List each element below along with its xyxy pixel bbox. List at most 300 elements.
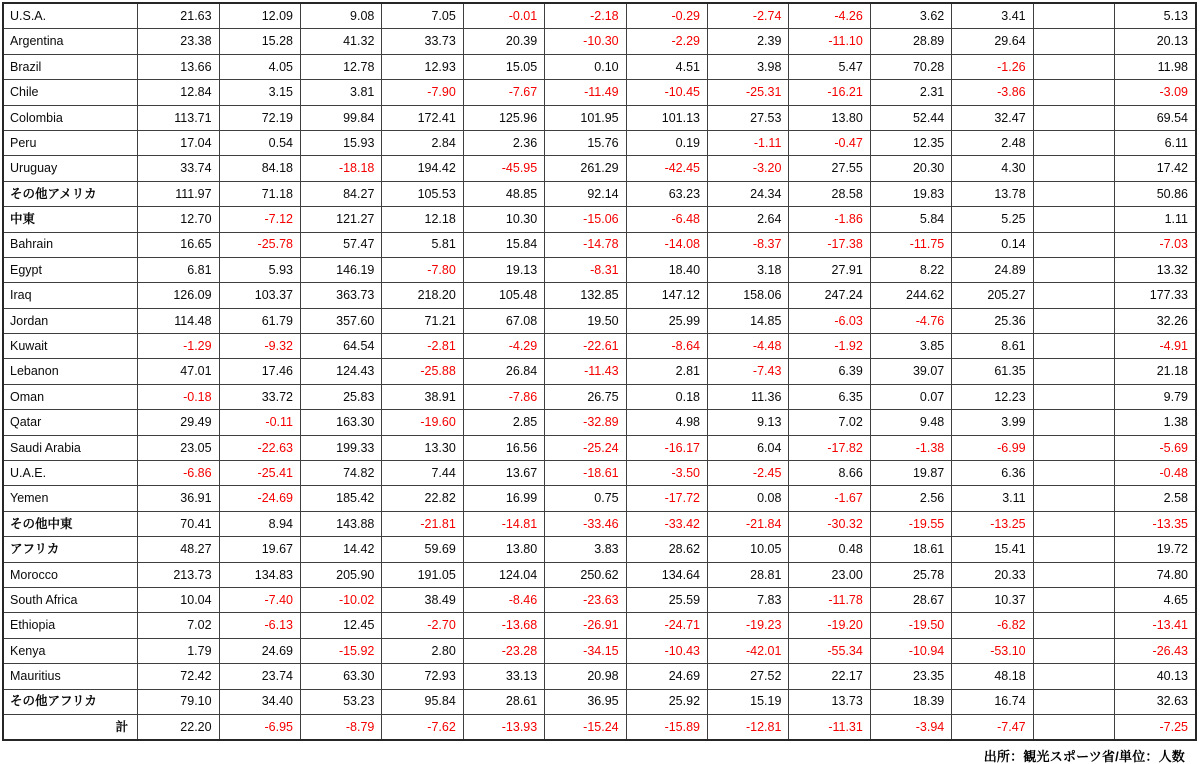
- table-row: [3, 29, 1196, 54]
- value-cell: -55.34: [789, 638, 870, 663]
- value-cell: 25.83: [300, 384, 381, 409]
- row-label-cell: Brazil: [3, 54, 138, 79]
- value-cell: 199.33: [300, 435, 381, 460]
- table-row: [3, 664, 1196, 689]
- value-cell: -0.11: [219, 410, 300, 435]
- row-label-cell: Mauritius: [3, 664, 138, 689]
- row-label-cell: アフリカ: [3, 537, 138, 562]
- value-cell: 20.98: [545, 664, 626, 689]
- value-cell: -4.48: [708, 334, 789, 359]
- value-cell: -6.03: [789, 308, 870, 333]
- value-cell: 177.33: [1115, 283, 1196, 308]
- table-row: [3, 308, 1196, 333]
- row-label-cell: Bahrain: [3, 232, 138, 257]
- value-cell: -26.43: [1115, 638, 1196, 663]
- blank-cell: [1033, 638, 1114, 663]
- value-cell: 2.85: [463, 410, 544, 435]
- blank-cell: [1033, 334, 1114, 359]
- value-cell: -1.26: [952, 54, 1033, 79]
- table-row: [3, 334, 1196, 359]
- row-label-cell: Peru: [3, 130, 138, 155]
- statistics-sheet: [0, 2, 1200, 764]
- value-cell: 6.04: [708, 435, 789, 460]
- value-cell: 132.85: [545, 283, 626, 308]
- value-cell: -42.45: [626, 156, 707, 181]
- value-cell: 29.64: [952, 29, 1033, 54]
- table-row: [3, 105, 1196, 130]
- value-cell: 12.35: [870, 130, 951, 155]
- table-row: [3, 156, 1196, 181]
- table-row: [3, 613, 1196, 638]
- table-row: [3, 511, 1196, 536]
- value-cell: 0.19: [626, 130, 707, 155]
- value-cell: -1.86: [789, 207, 870, 232]
- value-cell: 34.40: [219, 689, 300, 714]
- value-cell: -9.32: [219, 334, 300, 359]
- value-cell: 8.94: [219, 511, 300, 536]
- value-cell: 19.83: [870, 181, 951, 206]
- value-cell: -33.46: [545, 511, 626, 536]
- value-cell: 47.01: [138, 359, 219, 384]
- value-cell: 29.49: [138, 410, 219, 435]
- value-cell: -7.03: [1115, 232, 1196, 257]
- value-cell: 17.42: [1115, 156, 1196, 181]
- value-cell: 124.04: [463, 562, 544, 587]
- value-cell: -0.29: [626, 3, 707, 29]
- table-row: [3, 232, 1196, 257]
- value-cell: 16.74: [952, 689, 1033, 714]
- row-label-cell: Colombia: [3, 105, 138, 130]
- value-cell: 15.19: [708, 689, 789, 714]
- row-label-cell: Jordan: [3, 308, 138, 333]
- blank-cell: [1033, 435, 1114, 460]
- value-cell: 15.41: [952, 537, 1033, 562]
- value-cell: -17.72: [626, 486, 707, 511]
- value-cell: -8.46: [463, 587, 544, 612]
- table-row: [3, 181, 1196, 206]
- value-cell: 33.74: [138, 156, 219, 181]
- blank-cell: [1033, 80, 1114, 105]
- blank-cell: [1033, 207, 1114, 232]
- value-cell: 101.13: [626, 105, 707, 130]
- value-cell: -14.78: [545, 232, 626, 257]
- value-cell: 2.81: [626, 359, 707, 384]
- value-cell: -6.95: [219, 714, 300, 740]
- value-cell: -4.26: [789, 3, 870, 29]
- value-cell: 25.59: [626, 587, 707, 612]
- value-cell: 28.89: [870, 29, 951, 54]
- value-cell: -11.78: [789, 587, 870, 612]
- value-cell: 32.63: [1115, 689, 1196, 714]
- value-cell: 13.67: [463, 461, 544, 486]
- value-cell: 33.13: [463, 664, 544, 689]
- value-cell: -30.32: [789, 511, 870, 536]
- value-cell: -2.70: [382, 613, 463, 638]
- value-cell: -14.08: [626, 232, 707, 257]
- value-cell: -0.01: [463, 3, 544, 29]
- value-cell: 213.73: [138, 562, 219, 587]
- value-cell: 0.08: [708, 486, 789, 511]
- value-cell: -11.49: [545, 80, 626, 105]
- value-cell: -0.48: [1115, 461, 1196, 486]
- value-cell: -5.69: [1115, 435, 1196, 460]
- value-cell: 27.91: [789, 257, 870, 282]
- value-cell: -0.47: [789, 130, 870, 155]
- value-cell: 59.69: [382, 537, 463, 562]
- value-cell: 13.32: [1115, 257, 1196, 282]
- table-row: [3, 562, 1196, 587]
- value-cell: -11.75: [870, 232, 951, 257]
- value-cell: -24.69: [219, 486, 300, 511]
- value-cell: -7.90: [382, 80, 463, 105]
- value-cell: 28.81: [708, 562, 789, 587]
- value-cell: 26.84: [463, 359, 544, 384]
- value-cell: -3.20: [708, 156, 789, 181]
- blank-cell: [1033, 486, 1114, 511]
- value-cell: -25.41: [219, 461, 300, 486]
- value-cell: 28.61: [463, 689, 544, 714]
- value-cell: 13.66: [138, 54, 219, 79]
- value-cell: 2.39: [708, 29, 789, 54]
- value-cell: -4.29: [463, 334, 544, 359]
- value-cell: 357.60: [300, 308, 381, 333]
- value-cell: -19.20: [789, 613, 870, 638]
- value-cell: 15.28: [219, 29, 300, 54]
- value-cell: -6.82: [952, 613, 1033, 638]
- value-cell: 12.70: [138, 207, 219, 232]
- table-row: [3, 537, 1196, 562]
- blank-cell: [1033, 29, 1114, 54]
- value-cell: 3.99: [952, 410, 1033, 435]
- value-cell: 2.48: [952, 130, 1033, 155]
- value-cell: -15.06: [545, 207, 626, 232]
- value-cell: 22.20: [138, 714, 219, 740]
- value-cell: -11.10: [789, 29, 870, 54]
- value-cell: -11.31: [789, 714, 870, 740]
- value-cell: -3.50: [626, 461, 707, 486]
- value-cell: -13.25: [952, 511, 1033, 536]
- value-cell: 22.82: [382, 486, 463, 511]
- row-label-cell: Morocco: [3, 562, 138, 587]
- value-cell: 12.09: [219, 3, 300, 29]
- value-cell: -19.60: [382, 410, 463, 435]
- value-cell: -2.74: [708, 3, 789, 29]
- value-cell: -7.86: [463, 384, 544, 409]
- value-cell: 10.04: [138, 587, 219, 612]
- value-cell: -10.94: [870, 638, 951, 663]
- value-cell: 4.05: [219, 54, 300, 79]
- value-cell: 2.58: [1115, 486, 1196, 511]
- value-cell: 7.83: [708, 587, 789, 612]
- row-label-cell: Yemen: [3, 486, 138, 511]
- value-cell: -1.67: [789, 486, 870, 511]
- value-cell: 22.17: [789, 664, 870, 689]
- value-cell: 24.69: [219, 638, 300, 663]
- value-cell: 111.97: [138, 181, 219, 206]
- row-label-cell: Qatar: [3, 410, 138, 435]
- value-cell: 8.66: [789, 461, 870, 486]
- value-cell: 11.36: [708, 384, 789, 409]
- blank-cell: [1033, 257, 1114, 282]
- value-cell: 40.13: [1115, 664, 1196, 689]
- value-cell: -7.80: [382, 257, 463, 282]
- row-label-cell: Saudi Arabia: [3, 435, 138, 460]
- value-cell: -11.43: [545, 359, 626, 384]
- value-cell: 12.23: [952, 384, 1033, 409]
- value-cell: 36.95: [545, 689, 626, 714]
- value-cell: 0.54: [219, 130, 300, 155]
- value-cell: 3.11: [952, 486, 1033, 511]
- value-cell: 74.80: [1115, 562, 1196, 587]
- value-cell: 48.85: [463, 181, 544, 206]
- value-cell: 15.84: [463, 232, 544, 257]
- value-cell: 11.98: [1115, 54, 1196, 79]
- value-cell: 6.11: [1115, 130, 1196, 155]
- blank-cell: [1033, 714, 1114, 740]
- value-cell: 125.96: [463, 105, 544, 130]
- value-cell: -6.99: [952, 435, 1033, 460]
- value-cell: 21.63: [138, 3, 219, 29]
- value-cell: 2.64: [708, 207, 789, 232]
- value-cell: 205.27: [952, 283, 1033, 308]
- value-cell: 105.48: [463, 283, 544, 308]
- value-cell: 6.36: [952, 461, 1033, 486]
- value-cell: 24.34: [708, 181, 789, 206]
- value-cell: 25.78: [870, 562, 951, 587]
- value-cell: 103.37: [219, 283, 300, 308]
- value-cell: -18.18: [300, 156, 381, 181]
- value-cell: 0.14: [952, 232, 1033, 257]
- row-label-cell: その他アフリカ: [3, 689, 138, 714]
- value-cell: -7.67: [463, 80, 544, 105]
- blank-cell: [1033, 410, 1114, 435]
- value-cell: 38.91: [382, 384, 463, 409]
- value-cell: 12.78: [300, 54, 381, 79]
- value-cell: -4.91: [1115, 334, 1196, 359]
- value-cell: 4.30: [952, 156, 1033, 181]
- value-cell: 27.52: [708, 664, 789, 689]
- value-cell: 23.05: [138, 435, 219, 460]
- value-cell: 9.79: [1115, 384, 1196, 409]
- value-cell: 92.14: [545, 181, 626, 206]
- value-cell: 9.48: [870, 410, 951, 435]
- value-cell: 72.93: [382, 664, 463, 689]
- value-cell: 0.10: [545, 54, 626, 79]
- value-cell: 13.30: [382, 435, 463, 460]
- value-cell: 5.25: [952, 207, 1033, 232]
- value-cell: 17.04: [138, 130, 219, 155]
- value-cell: 134.64: [626, 562, 707, 587]
- row-label-cell: Egypt: [3, 257, 138, 282]
- value-cell: 74.82: [300, 461, 381, 486]
- value-cell: -1.38: [870, 435, 951, 460]
- blank-cell: [1033, 689, 1114, 714]
- value-cell: -7.43: [708, 359, 789, 384]
- value-cell: -10.30: [545, 29, 626, 54]
- value-cell: 5.13: [1115, 3, 1196, 29]
- value-cell: 57.47: [300, 232, 381, 257]
- value-cell: 19.50: [545, 308, 626, 333]
- value-cell: -26.91: [545, 613, 626, 638]
- row-label-cell: Chile: [3, 80, 138, 105]
- value-cell: -6.86: [138, 461, 219, 486]
- value-cell: 126.09: [138, 283, 219, 308]
- value-cell: 5.47: [789, 54, 870, 79]
- value-cell: 114.48: [138, 308, 219, 333]
- value-cell: -15.24: [545, 714, 626, 740]
- value-cell: 10.37: [952, 587, 1033, 612]
- value-cell: 23.38: [138, 29, 219, 54]
- value-cell: 24.89: [952, 257, 1033, 282]
- table-row: [3, 486, 1196, 511]
- value-cell: 3.62: [870, 3, 951, 29]
- value-cell: -2.81: [382, 334, 463, 359]
- value-cell: 0.48: [789, 537, 870, 562]
- value-cell: -8.64: [626, 334, 707, 359]
- value-cell: -14.81: [463, 511, 544, 536]
- value-cell: -45.95: [463, 156, 544, 181]
- value-cell: -25.24: [545, 435, 626, 460]
- value-cell: 70.41: [138, 511, 219, 536]
- value-cell: 1.79: [138, 638, 219, 663]
- value-cell: -25.78: [219, 232, 300, 257]
- table-row: [3, 689, 1196, 714]
- value-cell: 18.40: [626, 257, 707, 282]
- table-row: [3, 410, 1196, 435]
- value-cell: 28.62: [626, 537, 707, 562]
- value-cell: 19.13: [463, 257, 544, 282]
- value-cell: 191.05: [382, 562, 463, 587]
- value-cell: -1.92: [789, 334, 870, 359]
- value-cell: -3.09: [1115, 80, 1196, 105]
- value-cell: 158.06: [708, 283, 789, 308]
- value-cell: 24.69: [626, 664, 707, 689]
- value-cell: 143.88: [300, 511, 381, 536]
- blank-cell: [1033, 283, 1114, 308]
- value-cell: 20.39: [463, 29, 544, 54]
- value-cell: 99.84: [300, 105, 381, 130]
- value-cell: 9.08: [300, 3, 381, 29]
- value-cell: 33.73: [382, 29, 463, 54]
- value-cell: -25.31: [708, 80, 789, 105]
- value-cell: 26.75: [545, 384, 626, 409]
- value-cell: 113.71: [138, 105, 219, 130]
- value-cell: 194.42: [382, 156, 463, 181]
- value-cell: -23.28: [463, 638, 544, 663]
- value-cell: 12.45: [300, 613, 381, 638]
- row-label-cell: 計: [3, 714, 138, 740]
- value-cell: 3.81: [300, 80, 381, 105]
- value-cell: -19.23: [708, 613, 789, 638]
- value-cell: 16.56: [463, 435, 544, 460]
- value-cell: 20.13: [1115, 29, 1196, 54]
- value-cell: 2.36: [463, 130, 544, 155]
- value-cell: 53.23: [300, 689, 381, 714]
- value-cell: 3.18: [708, 257, 789, 282]
- value-cell: 244.62: [870, 283, 951, 308]
- value-cell: 25.92: [626, 689, 707, 714]
- value-cell: -17.82: [789, 435, 870, 460]
- value-cell: -15.89: [626, 714, 707, 740]
- value-cell: -1.29: [138, 334, 219, 359]
- value-cell: 9.13: [708, 410, 789, 435]
- blank-cell: [1033, 461, 1114, 486]
- blank-cell: [1033, 156, 1114, 181]
- value-cell: -2.45: [708, 461, 789, 486]
- value-cell: 72.42: [138, 664, 219, 689]
- value-cell: 1.11: [1115, 207, 1196, 232]
- value-cell: 2.31: [870, 80, 951, 105]
- value-cell: -10.02: [300, 587, 381, 612]
- row-label-cell: Kenya: [3, 638, 138, 663]
- value-cell: 8.22: [870, 257, 951, 282]
- value-cell: 146.19: [300, 257, 381, 282]
- value-cell: 13.73: [789, 689, 870, 714]
- value-cell: 32.26: [1115, 308, 1196, 333]
- value-cell: 3.41: [952, 3, 1033, 29]
- value-cell: -12.81: [708, 714, 789, 740]
- value-cell: 10.30: [463, 207, 544, 232]
- table-row: [3, 207, 1196, 232]
- value-cell: -7.25: [1115, 714, 1196, 740]
- value-cell: -13.68: [463, 613, 544, 638]
- table-row: [3, 359, 1196, 384]
- value-cell: 2.80: [382, 638, 463, 663]
- value-cell: -2.18: [545, 3, 626, 29]
- value-cell: -1.11: [708, 130, 789, 155]
- blank-cell: [1033, 384, 1114, 409]
- value-cell: -8.31: [545, 257, 626, 282]
- value-cell: -23.63: [545, 587, 626, 612]
- value-cell: 13.78: [952, 181, 1033, 206]
- value-cell: 33.72: [219, 384, 300, 409]
- value-cell: -21.84: [708, 511, 789, 536]
- value-cell: -0.18: [138, 384, 219, 409]
- row-label-cell: その他中東: [3, 511, 138, 536]
- value-cell: -18.61: [545, 461, 626, 486]
- value-cell: 7.05: [382, 3, 463, 29]
- table-row: [3, 587, 1196, 612]
- value-cell: 101.95: [545, 105, 626, 130]
- table-row: [3, 130, 1196, 155]
- value-cell: -21.81: [382, 511, 463, 536]
- value-cell: 7.02: [789, 410, 870, 435]
- value-cell: -17.38: [789, 232, 870, 257]
- value-cell: 71.18: [219, 181, 300, 206]
- value-cell: 3.15: [219, 80, 300, 105]
- value-cell: 0.75: [545, 486, 626, 511]
- value-cell: 4.98: [626, 410, 707, 435]
- value-cell: 19.67: [219, 537, 300, 562]
- value-cell: 84.27: [300, 181, 381, 206]
- value-cell: 32.47: [952, 105, 1033, 130]
- value-cell: 3.98: [708, 54, 789, 79]
- value-cell: 25.99: [626, 308, 707, 333]
- value-cell: 67.08: [463, 308, 544, 333]
- value-cell: 27.53: [708, 105, 789, 130]
- value-cell: -34.15: [545, 638, 626, 663]
- table-row: [3, 54, 1196, 79]
- value-cell: -3.94: [870, 714, 951, 740]
- value-cell: -2.29: [626, 29, 707, 54]
- value-cell: 13.80: [463, 537, 544, 562]
- value-cell: 2.84: [382, 130, 463, 155]
- blank-cell: [1033, 181, 1114, 206]
- value-cell: 15.93: [300, 130, 381, 155]
- value-cell: 15.05: [463, 54, 544, 79]
- value-cell: -22.63: [219, 435, 300, 460]
- value-cell: 19.87: [870, 461, 951, 486]
